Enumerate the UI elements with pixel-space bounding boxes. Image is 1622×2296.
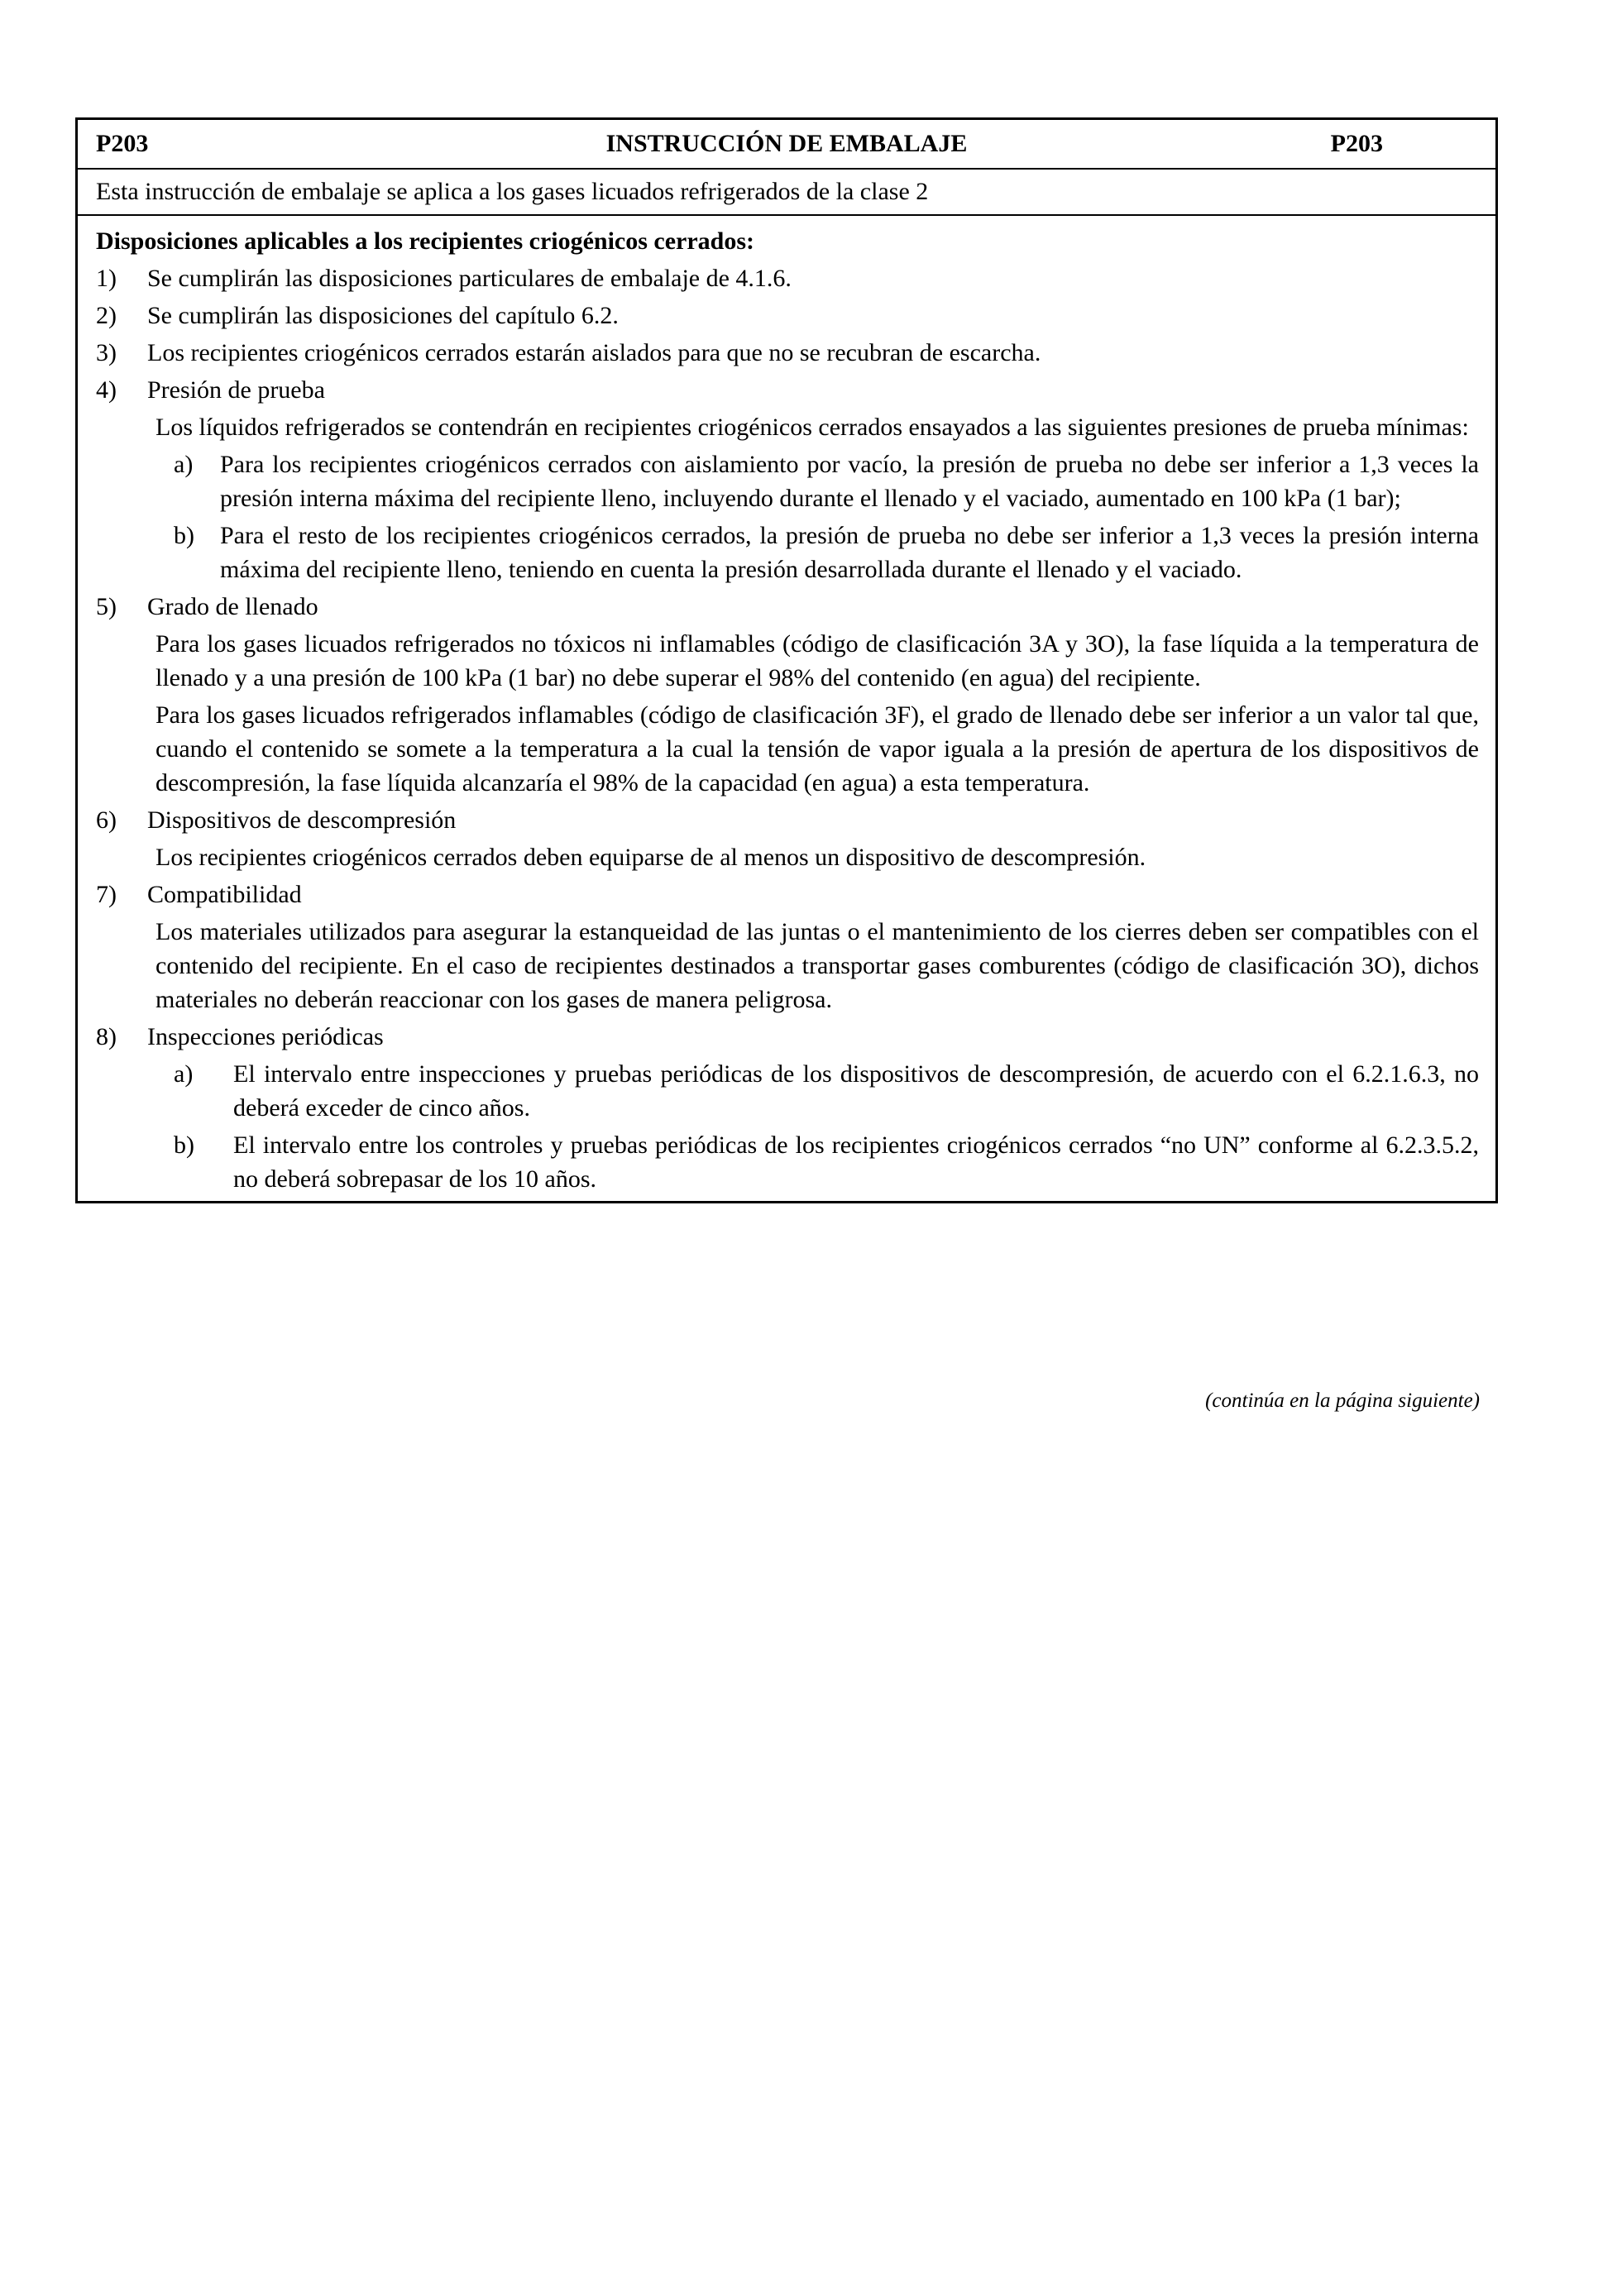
sub-item-text: Para los recipientes criogénicos cerrados con aislamiento por vacío, la presión de prueba no debe ser inferior a 1,3 veces la presión interna máxima del recipiente lleno, incluyendo durante el llenado y el vaciado, aumentado en 100 kPa (1 bar); bbox=[220, 451, 1479, 512]
instruction-code-left: P203 bbox=[96, 130, 149, 157]
provision-item bbox=[96, 261, 1479, 295]
scope-statement: Esta instrucción de embalaje se aplica a los gases licuados refrigerados de la clase 2 bbox=[78, 170, 1495, 216]
section-title: Disposiciones aplicables a los recipientes criogénicos cerrados: bbox=[96, 227, 755, 255]
instruction-code-right: P203 bbox=[1330, 130, 1383, 157]
instruction-title: INSTRUCCIÓN DE EMBALAJE bbox=[605, 130, 968, 157]
provision-item bbox=[96, 336, 1479, 370]
provisions-content bbox=[78, 216, 1495, 1201]
provision-item bbox=[96, 1020, 1479, 1054]
provision-item bbox=[96, 803, 1479, 837]
sub-item bbox=[96, 1057, 1479, 1125]
item-heading: Dispositivos de descompresión bbox=[147, 806, 457, 834]
item-heading: Presión de prueba bbox=[147, 376, 325, 404]
provision-item bbox=[96, 878, 1479, 911]
item-number: 5) bbox=[96, 593, 117, 620]
item-paragraph: Los líquidos refrigerados se contendrán en recipientes criogénicos cerrados ensayados a las siguientes presiones de prueba mínimas: bbox=[156, 414, 1469, 441]
item-number: 4) bbox=[96, 376, 117, 404]
item-text: Los recipientes criogénicos cerrados estarán aislados para que no se recubran de escarcha. bbox=[147, 339, 1041, 366]
item-paragraph: Los recipientes criogénicos cerrados deben equiparse de al menos un dispositivo de descompresión. bbox=[156, 844, 1146, 871]
item-number: 8) bbox=[96, 1023, 117, 1050]
item-heading: Inspecciones periódicas bbox=[147, 1023, 384, 1050]
sub-item-letter: a) bbox=[174, 1060, 194, 1088]
item-heading: Compatibilidad bbox=[147, 881, 302, 908]
sub-item-letter: b) bbox=[174, 1131, 194, 1159]
item-number: 1) bbox=[96, 265, 117, 292]
item-paragraph: Los materiales utilizados para asegurar la estanqueidad de las juntas o el mantenimiento de los cierres deben ser compatibles con el contenido del recipiente. En el caso de recipientes destinados a transportar gases comburentes (código de clasificación 3O), dichos materiales no deberán reaccionar con los gases de manera peligrosa. bbox=[156, 918, 1479, 1013]
sub-item bbox=[96, 1128, 1479, 1196]
item-paragraph: Para los gases licuados refrigerados inflamables (código de clasificación 3F), el grado de llenado debe ser inferior a un valor tal que, cuando el contenido se somete a la temperatura a la cual la tensión de vapor iguala a la presión de apertura de los dispositivos de descompresión, la fase líquida alcanzaría el 98% de la capacidad (en agua) a esta temperatura. bbox=[156, 701, 1479, 796]
item-text: Se cumplirán las disposiciones particulares de embalaje de 4.1.6. bbox=[147, 265, 792, 292]
sub-item bbox=[96, 447, 1479, 515]
item-number: 6) bbox=[96, 806, 117, 834]
item-number: 2) bbox=[96, 302, 117, 329]
provision-item bbox=[96, 590, 1479, 624]
continued-note: (continúa en la página siguiente) bbox=[1205, 1390, 1480, 1412]
item-number: 7) bbox=[96, 881, 117, 908]
sub-item-letter: b) bbox=[174, 522, 194, 549]
packing-instruction-table bbox=[75, 117, 1498, 1203]
sub-item-text: El intervalo entre inspecciones y pruebas periódicas de los dispositivos de descompresión, de acuerdo con el 6.2.1.6.3, no deberá exceder de cinco años. bbox=[233, 1060, 1479, 1122]
sub-item bbox=[96, 519, 1479, 586]
sub-item-text: El intervalo entre los controles y pruebas periódicas de los recipientes criogénicos cerrados “no UN” conforme al 6.2.3.5.2, no deberá sobrepasar de los 10 años. bbox=[233, 1131, 1479, 1193]
item-heading: Grado de llenado bbox=[147, 593, 318, 620]
provision-item bbox=[96, 299, 1479, 332]
item-paragraph: Para los gases licuados refrigerados no tóxicos ni inflamables (código de clasificación 3A y 3O), la fase líquida a la temperatura de llenado y a una presión de 100 kPa (1 bar) no debe superar el 98% del contenido (en agua) del recipiente. bbox=[156, 630, 1479, 691]
table-header bbox=[78, 120, 1495, 170]
sub-item-letter: a) bbox=[174, 451, 194, 478]
sub-item-text: Para el resto de los recipientes criogénicos cerrados, la presión de prueba no debe ser inferior a 1,3 veces la presión interna máxima del recipiente lleno, teniendo en cuenta la presión desarrollada durante el llenado y el vaciado. bbox=[220, 522, 1479, 583]
provision-item bbox=[96, 373, 1479, 407]
item-text: Se cumplirán las disposiciones del capítulo 6.2. bbox=[147, 302, 619, 329]
item-number: 3) bbox=[96, 339, 117, 366]
